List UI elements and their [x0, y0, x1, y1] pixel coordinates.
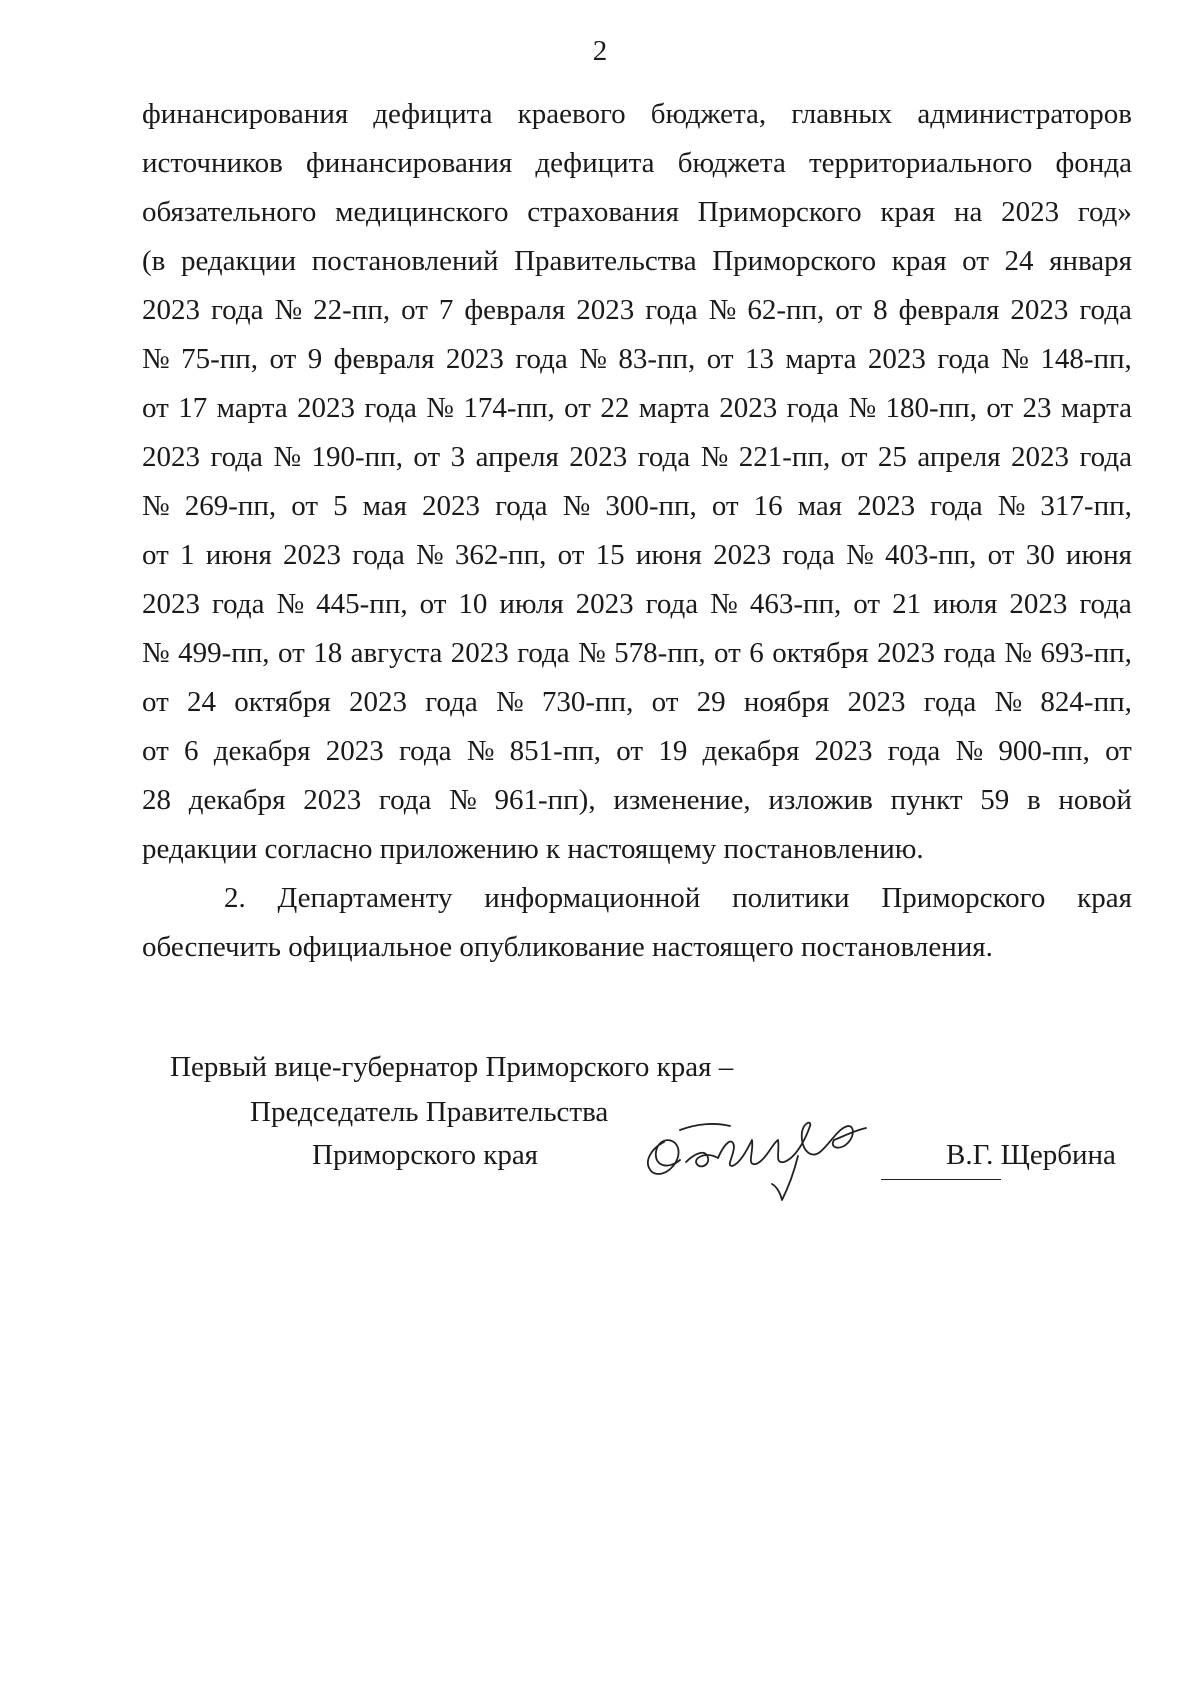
- word: №: [955, 735, 984, 767]
- word: июля: [499, 588, 564, 620]
- word: 851-пп,: [509, 735, 602, 767]
- word: №: [710, 588, 738, 620]
- word: Правительства: [514, 245, 697, 277]
- word: года: [425, 686, 478, 718]
- word: 2023: [1010, 294, 1069, 326]
- word: 7: [438, 294, 454, 326]
- word: года: [398, 735, 452, 767]
- word: 317-пп,: [1040, 490, 1132, 522]
- word: 2023: [867, 343, 926, 375]
- paragraph-line: обеспечить официальное опубликование настоящего постановления.: [142, 931, 993, 963]
- word: 824-пп,: [1040, 686, 1132, 718]
- word: №: [997, 490, 1026, 522]
- word: 24: [187, 686, 217, 718]
- word: края: [880, 196, 936, 228]
- word: 2023: [847, 686, 906, 718]
- word: 578-пп,: [614, 637, 706, 669]
- word: апреля: [475, 441, 559, 473]
- word: 362-пп,: [454, 539, 547, 571]
- word: от: [986, 392, 1014, 424]
- word: декабря: [213, 735, 311, 767]
- paragraph-line: [142, 237, 1132, 286]
- paragraph-line: [142, 335, 1132, 384]
- word: 28: [142, 784, 171, 816]
- word: 300-пп,: [605, 490, 697, 522]
- word: №: [994, 686, 1023, 718]
- word: марта: [785, 343, 857, 375]
- word: в: [1026, 784, 1041, 816]
- paragraph-line: [142, 482, 1132, 531]
- word: главных: [791, 98, 893, 130]
- signature-block: [142, 1050, 1132, 1210]
- word: января: [1049, 245, 1132, 277]
- word: года: [645, 294, 698, 326]
- signer-title-line-3: Приморского края: [312, 1139, 539, 1171]
- paragraph-line: [142, 727, 1132, 776]
- word: декабря: [188, 784, 286, 816]
- word: от: [142, 539, 169, 571]
- word: 22-пп,: [313, 294, 391, 326]
- word: от: [142, 686, 169, 718]
- word: территориального: [808, 147, 1033, 179]
- word: от: [706, 343, 734, 375]
- word: 2023: [142, 294, 200, 326]
- word: 3: [450, 441, 466, 473]
- word: 25: [877, 441, 907, 473]
- word: года: [517, 637, 570, 669]
- word: года: [210, 441, 263, 473]
- word: от: [564, 392, 591, 424]
- paragraph-amendment: [142, 90, 1132, 825]
- word: 2023: [450, 637, 509, 669]
- word: года: [1079, 294, 1132, 326]
- word: года: [887, 735, 941, 767]
- word: политики: [732, 882, 850, 914]
- word: года: [923, 686, 977, 718]
- word: 445-пп,: [316, 588, 408, 620]
- word: 8: [873, 294, 888, 326]
- word: информационной: [484, 882, 701, 914]
- word: №: [1001, 343, 1029, 375]
- word: 190-пп,: [311, 441, 403, 473]
- word: 9: [307, 343, 323, 375]
- word: 2023: [1001, 196, 1060, 228]
- word: края: [891, 245, 947, 277]
- word: 2023: [325, 735, 384, 767]
- word: года: [212, 588, 265, 620]
- paragraph-line: [142, 433, 1132, 482]
- word: от: [413, 441, 441, 473]
- word: бюджета: [677, 147, 786, 179]
- word: декабря: [702, 735, 800, 767]
- word: №: [846, 539, 874, 571]
- word: 30: [1025, 539, 1055, 571]
- word: №: [274, 294, 303, 326]
- paragraph-line: [224, 874, 1132, 923]
- word: от: [269, 343, 297, 375]
- word: июня: [205, 539, 272, 571]
- word: на: [953, 196, 983, 228]
- paragraph-line: [142, 90, 1132, 139]
- word: марта: [638, 392, 710, 424]
- word: Приморского: [712, 245, 877, 277]
- word: июля: [933, 588, 998, 620]
- word: от: [651, 686, 679, 718]
- paragraph-line: [142, 678, 1132, 727]
- word: 2023: [713, 539, 772, 571]
- word: 6: [749, 637, 764, 669]
- word: 2023: [422, 490, 481, 522]
- word: года: [352, 539, 405, 571]
- word: дефицита: [535, 147, 655, 179]
- word: 174-пп,: [463, 392, 555, 424]
- word: от: [835, 294, 863, 326]
- word: года: [786, 392, 840, 424]
- document-body: [142, 90, 1132, 972]
- word: 900-пп,: [998, 735, 1090, 767]
- word: февраля: [464, 294, 566, 326]
- word: 2023: [283, 539, 342, 571]
- word: 2.: [224, 882, 246, 914]
- word: постановлений: [311, 245, 499, 277]
- word: редакции: [180, 245, 297, 277]
- paragraph-line: [142, 580, 1132, 629]
- word: 2023: [857, 490, 916, 522]
- word: от: [1105, 735, 1132, 767]
- word: от: [557, 539, 585, 571]
- word: ноября: [743, 686, 830, 718]
- word: №: [142, 343, 170, 375]
- word: №: [142, 490, 170, 522]
- word: медицинского: [335, 196, 509, 228]
- word: от: [711, 490, 739, 522]
- word: 15: [595, 539, 625, 571]
- word: №: [1004, 637, 1033, 669]
- word: февраля: [898, 294, 1000, 326]
- word: Департаменту: [277, 882, 453, 914]
- word: №: [466, 735, 495, 767]
- word: №: [426, 392, 454, 424]
- word: финансирования: [142, 98, 349, 130]
- word: №: [700, 441, 729, 473]
- word: №: [276, 588, 305, 620]
- word: 693-пп,: [1040, 637, 1132, 669]
- word: года: [937, 343, 990, 375]
- word: края: [1077, 882, 1132, 914]
- word: года: [378, 784, 432, 816]
- word: 23: [1022, 392, 1052, 424]
- word: 24: [1004, 245, 1034, 277]
- word: от: [401, 294, 428, 326]
- paragraph-line: [142, 629, 1132, 678]
- paragraph-line: редакции согласно приложению к настоящему постановлению.: [142, 833, 924, 865]
- word: 16: [753, 490, 783, 522]
- word: 961-пп),: [494, 784, 596, 816]
- paragraph-line: [142, 531, 1132, 580]
- word: года: [782, 539, 835, 571]
- word: 83-пп,: [618, 343, 696, 375]
- word: от: [142, 392, 169, 424]
- word: 17: [178, 392, 208, 424]
- word: 2023: [445, 343, 504, 375]
- word: 2023: [348, 686, 407, 718]
- signer-title-line-2: Председатель Правительства: [250, 1096, 609, 1128]
- word: 21: [892, 588, 922, 620]
- word: октября: [234, 686, 331, 718]
- word: 2023: [877, 637, 936, 669]
- word: 2023: [1011, 441, 1070, 473]
- paragraph-line: [142, 776, 1132, 825]
- word: года: [1079, 441, 1132, 473]
- word: 22: [600, 392, 630, 424]
- word: апреля: [917, 441, 1001, 473]
- word: 62-пп,: [747, 294, 825, 326]
- word: 2023: [575, 588, 634, 620]
- word: года: [645, 588, 699, 620]
- word: №: [578, 637, 606, 669]
- word: 75-пп,: [181, 343, 259, 375]
- word: года: [1079, 588, 1132, 620]
- word: 148-пп,: [1040, 343, 1132, 375]
- word: №: [708, 294, 737, 326]
- word: от: [714, 637, 741, 669]
- word: октября: [772, 637, 869, 669]
- word: от: [277, 637, 305, 669]
- signer-name: В.Г. Щербина: [946, 1139, 1116, 1171]
- word: 6: [184, 735, 199, 767]
- word: Приморского: [697, 196, 862, 228]
- word: 2023: [569, 441, 628, 473]
- word: от: [142, 735, 169, 767]
- word: 269-пп,: [184, 490, 277, 522]
- word: №: [415, 539, 444, 571]
- word: 730-пп,: [541, 686, 634, 718]
- word: года: [515, 343, 568, 375]
- word: 499-пп,: [178, 637, 270, 669]
- word: от: [853, 588, 881, 620]
- word: 13: [744, 343, 774, 375]
- word: №: [562, 490, 591, 522]
- word: краевого: [517, 98, 626, 130]
- word: 2023: [719, 392, 778, 424]
- word: страхования: [527, 196, 679, 228]
- word: года: [495, 490, 548, 522]
- word: №: [142, 637, 170, 669]
- word: года: [930, 490, 983, 522]
- word: марта: [216, 392, 288, 424]
- word: от: [987, 539, 1015, 571]
- word: администраторов: [917, 98, 1132, 130]
- word: от: [291, 490, 319, 522]
- word: бюджета,: [650, 98, 767, 130]
- word: от: [962, 245, 989, 277]
- paragraph-line: [142, 139, 1132, 188]
- word: фонда: [1055, 147, 1132, 179]
- word: от: [616, 735, 644, 767]
- word: 463-пп,: [749, 588, 842, 620]
- signature-line: [881, 1179, 1001, 1180]
- word: (в: [142, 245, 166, 277]
- word: 1: [180, 539, 195, 571]
- word: новой: [1058, 784, 1132, 816]
- word: 2023: [814, 735, 873, 767]
- word: марта: [1060, 392, 1132, 424]
- word: №: [449, 784, 477, 816]
- paragraph-line: [142, 188, 1132, 237]
- word: 180-пп,: [885, 392, 977, 424]
- word: 18: [313, 637, 343, 669]
- word: Приморского: [881, 882, 1046, 914]
- word: №: [579, 343, 607, 375]
- word: года: [211, 294, 264, 326]
- word: 2023: [576, 294, 635, 326]
- word: источников: [142, 147, 283, 179]
- word: обязательного: [142, 196, 317, 228]
- word: год»: [1077, 196, 1132, 228]
- word: года: [637, 441, 691, 473]
- word: года: [364, 392, 417, 424]
- word: от: [419, 588, 447, 620]
- word: пункт: [890, 784, 963, 816]
- word: №: [495, 686, 524, 718]
- word: финансирования: [306, 147, 513, 179]
- word: 19: [658, 735, 688, 767]
- word: 2023: [1009, 588, 1068, 620]
- word: 2023: [297, 392, 356, 424]
- word: 29: [696, 686, 726, 718]
- word: 221-пп,: [738, 441, 831, 473]
- page-number: 2: [592, 35, 608, 67]
- paragraph-line: [142, 384, 1132, 433]
- word: мая: [362, 490, 407, 522]
- word: изменение,: [613, 784, 751, 816]
- word: 10: [458, 588, 488, 620]
- paragraph-line: [142, 286, 1132, 335]
- paragraph-publication: [142, 874, 1132, 923]
- word: 2023: [142, 588, 200, 620]
- word: 59: [980, 784, 1010, 816]
- word: 5: [333, 490, 348, 522]
- handwritten-signature: [634, 1100, 884, 1210]
- word: года: [943, 637, 996, 669]
- word: мая: [797, 490, 843, 522]
- word: 2023: [142, 441, 200, 473]
- word: 403-пп,: [884, 539, 977, 571]
- word: июня: [635, 539, 702, 571]
- word: от: [840, 441, 868, 473]
- word: июня: [1065, 539, 1132, 571]
- word: №: [273, 441, 302, 473]
- word: дефицита: [373, 98, 493, 130]
- word: февраля: [333, 343, 435, 375]
- signer-title-line-1: Первый вице-губернатор Приморского края –: [170, 1051, 734, 1083]
- word: изложив: [768, 784, 873, 816]
- word: №: [848, 392, 877, 424]
- word: 2023: [303, 784, 362, 816]
- word: августа: [350, 637, 443, 669]
